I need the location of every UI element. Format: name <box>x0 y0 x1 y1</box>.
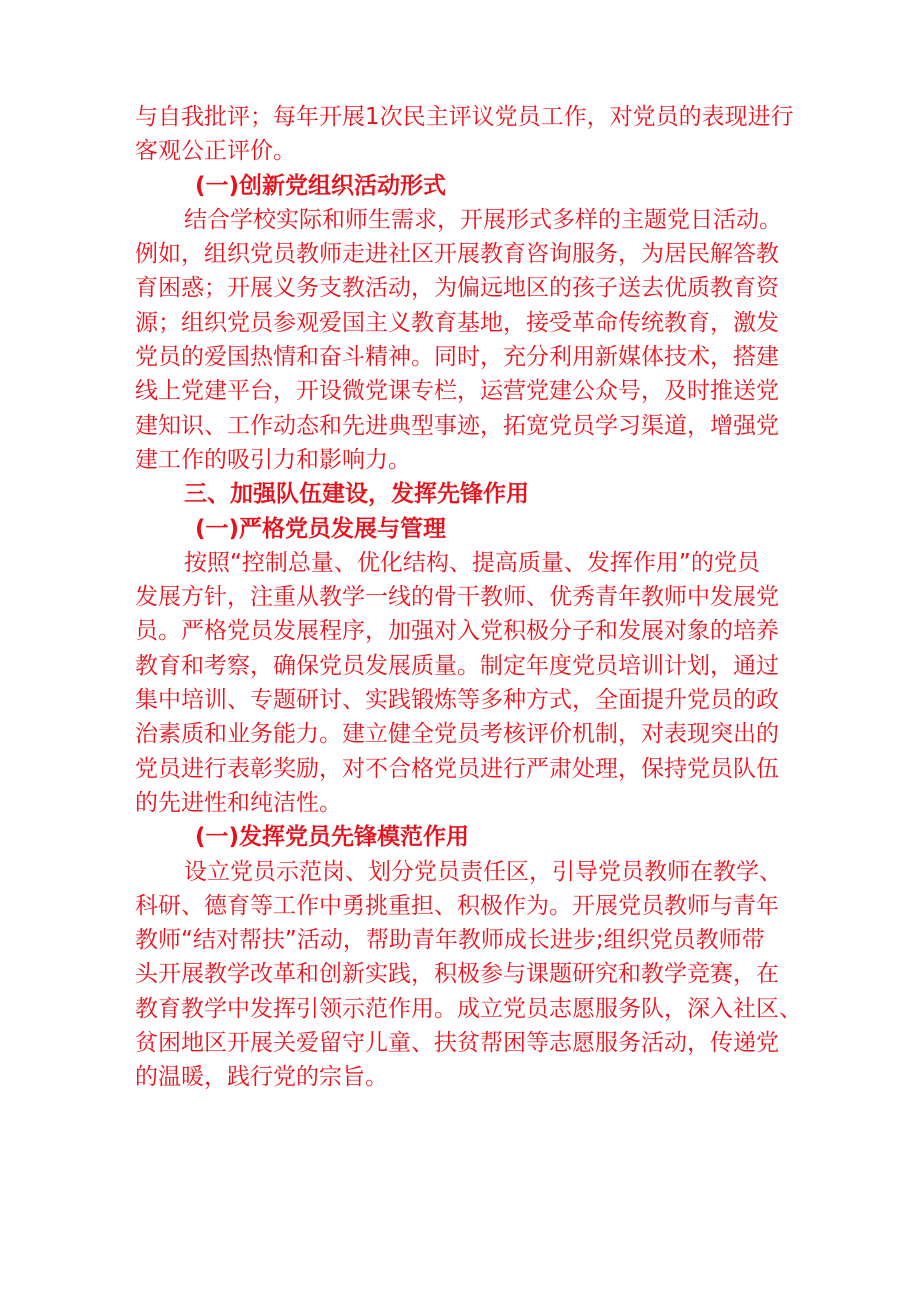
body-line: 教育和考察，确保党员发展质量。制定年度党员培训计划，通过 <box>135 652 779 679</box>
body-line: 发展方针，注重从教学一线的骨干教师、优秀青年教师中发展党 <box>135 584 779 611</box>
paragraph-first-line: 设立党员示范岗、划分党员责任区，引导党员教师在教学、 <box>184 858 782 885</box>
body-line: 党员进行表彰奖励，对不合格党员进行严肃处理，保持党员队伍 <box>135 755 779 782</box>
paragraph-first-line: 结合学校实际和师生需求，开展形式多样的主题党日活动。 <box>184 206 782 233</box>
body-line: 建工作的吸引力和影响力。 <box>135 446 411 473</box>
body-line: 育困惑；开展义务支教活动，为偏远地区的孩子送去优质教育资 <box>135 275 779 302</box>
body-line: 的先进性和纯洁性。 <box>135 789 342 816</box>
subsection-heading: (一)严格党员发展与管理 <box>195 515 447 542</box>
body-line: 贫困地区开展关爱留守儿童、扶贫帮困等志愿服务活动，传递党 <box>135 1030 779 1057</box>
body-line: 集中培训、专题研讨、实践锻炼等多种方式，全面提升党员的政 <box>135 687 779 714</box>
body-line: 的温暖，践行党的宗旨。 <box>135 1064 388 1091</box>
body-line: 例如，组织党员教师走进社区开展教育咨询服务，为居民解答教 <box>135 241 779 268</box>
body-line: 教育教学中发挥引领示范作用。成立党员志愿服务队，深入社区、 <box>135 995 802 1022</box>
body-line: 建知识、工作动态和先进典型事迹，拓宽党员学习渠道，增强党 <box>135 412 779 439</box>
body-line: 教师“结对帮扶”活动，帮助青年教师成长进步;组织党员教师带 <box>135 927 765 954</box>
document-page <box>135 100 802 1095</box>
body-line: 员。严格党员发展程序，加强对入党积极分子和发展对象的培养 <box>135 618 779 645</box>
body-line: 客观公正评价。 <box>135 138 296 165</box>
section-heading: 三、加强队伍建设，发挥先锋作用 <box>184 481 529 508</box>
body-line: 源；组织党员参观爱国主义教育基地，接受革命传统教育，激发 <box>135 309 779 336</box>
body-line: 科研、德育等工作中勇挑重担、积极作为。开展党员教师与青年 <box>135 892 779 919</box>
body-line: 治素质和业务能力。建立健全党员考核评价机制，对表现突出的 <box>135 721 779 748</box>
body-line: 线上党建平台，开设微党课专栏，运营党建公众号，及时推送党 <box>135 378 779 405</box>
body-line: 头开展教学改革和创新实践，积极参与课题研究和教学竞赛，在 <box>135 961 779 988</box>
paragraph-first-line: 按照“控制总量、优化结构、提高质量、发挥作用”的党员 <box>184 549 760 576</box>
subsection-heading: (一)发挥党员先锋模范作用 <box>195 824 470 851</box>
subsection-heading: (一)创新党组织活动形式 <box>195 172 447 199</box>
body-line: 与自我批评；每年开展1次民主评议党员工作，对党员的表现进行 <box>135 104 794 130</box>
body-line: 党员的爱国热情和奋斗精神。同时，充分利用新媒体技术，搭建 <box>135 344 779 371</box>
